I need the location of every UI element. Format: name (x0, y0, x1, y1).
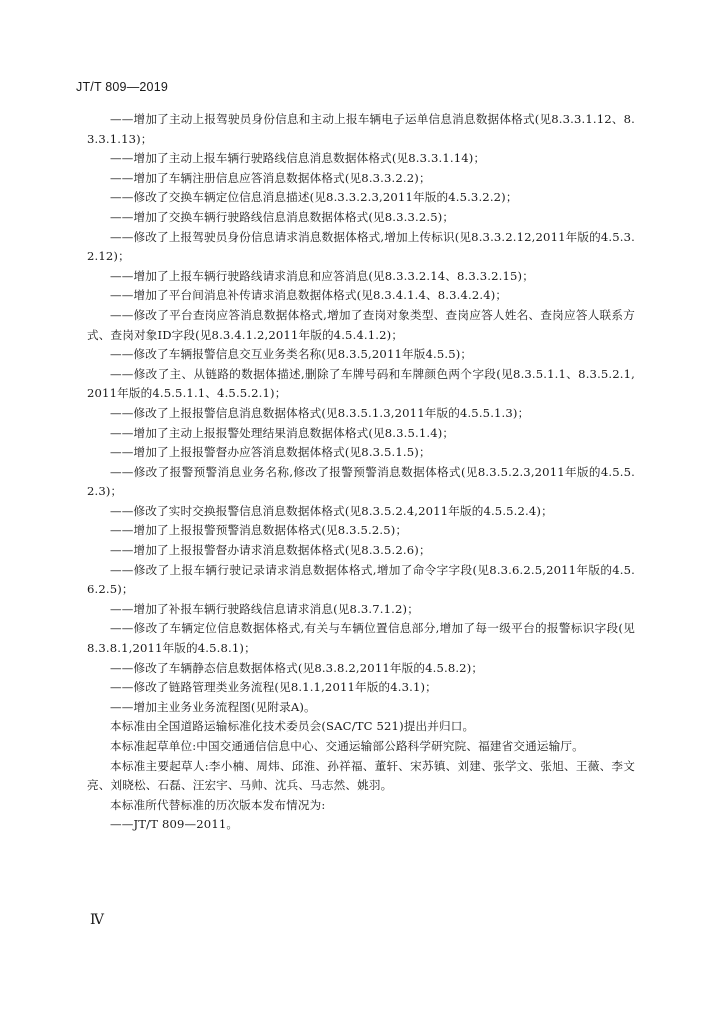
paragraph: ——增加了主动上报报警处理结果消息数据体格式(见8.3.5.1.4)； (110, 425, 455, 440)
paragraph: ——修改了报警预警消息业务名称,修改了报警预警消息数据体格式(见8.3.5.2.3,2011年版的4.5.5.2.3)； (87, 464, 635, 499)
paragraph: ——增加了上报车辆行驶路线请求消息和应答消息(见8.3.3.2.14、8.3.3.2.15)； (110, 268, 534, 283)
paragraph: ——修改了车辆报警信息交互业务类名称(见8.3.5,2011年版4.5.5)； (110, 347, 473, 362)
paragraph: ——增加了主动上报车辆行驶路线信息消息数据体格式(见8.3.3.1.14)； (110, 151, 486, 166)
paragraph: ——修改了实时交换报警信息消息数据体格式(见8.3.5.2.4,2011年版的4.5.5.2.4)； (110, 503, 553, 518)
paragraph: 本标准所代替标准的历次版本发布情况为: (110, 797, 326, 812)
paragraph: ——增加了平台间消息补传请求消息数据体格式(见8.3.4.1.4、8.3.4.2.4)； (110, 288, 508, 303)
paragraph: 本标准起草单位:中国交通通信信息中心、交通运输部公路科学研究院、福建省交通运输厅。 (110, 739, 584, 753)
paragraph: ——修改了车辆静态信息数据体格式(见8.3.8.2,2011年版的4.5.8.2)； (110, 660, 484, 675)
paragraph: ——修改了平台查岗应答消息数据体格式,增加了查岗对象类型、查岗应答人姓名、查岗应答人联系方式、查岗对象ID字段(见8.3.4.1.2,2011年版的4.5.4.1.2)； (87, 307, 635, 342)
paragraph: ——修改了链路管理类业务流程(见8.1.1,2011年版的4.3.1)； (110, 680, 437, 695)
paragraph: ——增加了上报报警预警消息数据体格式(见8.3.5.2.5)； (110, 523, 408, 538)
paragraph: ——修改了上报车辆行驶记录请求消息数据体格式,增加了命令字字段(见8.3.6.2.5,2011年版的4.5.6.2.5)； (87, 562, 635, 597)
paragraph: 本标准主要起草人:李小楠、周炜、邱淮、孙祥福、董轩、宋苏镇、刘建、张学文、张旭、王薇、李文亮、刘晓松、石磊、汪宏宇、马帅、沈兵、马志然、姚羽。 (87, 758, 635, 793)
paragraph: ——修改了上报报警信息消息数据体格式(见8.3.5.1.3,2011年版的4.5.5.1.3)； (110, 405, 530, 420)
paragraph: ——修改了主、从链路的数据体描述,删除了车牌号码和车牌颜色两个字段(见8.3.5.1.1、8.3.5.2.1,2011年版的4.5.5.1.1、4.5.5.2.1)； (87, 366, 635, 401)
paragraph: ——修改了交换车辆定位信息消息描述(见8.3.3.2.3,2011年版的4.5.3.2.2)； (110, 190, 518, 205)
page-number: Ⅳ (90, 912, 104, 928)
paragraph: ——修改了车辆定位信息数据体格式,有关与车辆位置信息部分,增加了每一级平台的报警标识字段(见8.3.8.1,2011年版的4.5.8.1)； (87, 621, 635, 656)
paragraph: ——增加了上报报警督办应答消息数据体格式(见8.3.5.1.5)； (110, 445, 431, 460)
paragraph: ——增加了补报车辆行驶路线信息请求消息(见8.3.7.1.2)； (110, 601, 419, 616)
paragraph: ——增加了上报报警督办请求消息数据体格式(见8.3.5.2.6)； (110, 543, 431, 558)
document-code-header: JT/T 809—2019 (76, 80, 169, 94)
paragraph: 本标准由全国道路运输标准化技术委员会(SAC/TC 521)提出并归口。 (110, 719, 475, 734)
paragraph: ——增加主业务业务流程图(见附录A)。 (110, 699, 316, 714)
paragraph: ——增加了车辆注册信息应答消息数据体格式(见8.3.3.2.2)； (110, 170, 431, 185)
paragraph: ——增加了交换车辆行驶路线信息消息数据体格式(见8.3.3.2.5)； (110, 209, 455, 224)
paragraph: ——修改了上报驾驶员身份信息请求消息数据体格式,增加上传标识(见8.3.3.2.12,2011年版的4.5.3.2.12)； (87, 229, 635, 264)
paragraph: ——增加了主动上报驾驶员身份信息和主动上报车辆电子运单信息消息数据体格式(见8.3.3.1.12、8.3.3.1.13)； (87, 112, 635, 146)
foreword-body (87, 110, 635, 835)
paragraph: ——JT/T 809—2011。 (110, 817, 239, 832)
